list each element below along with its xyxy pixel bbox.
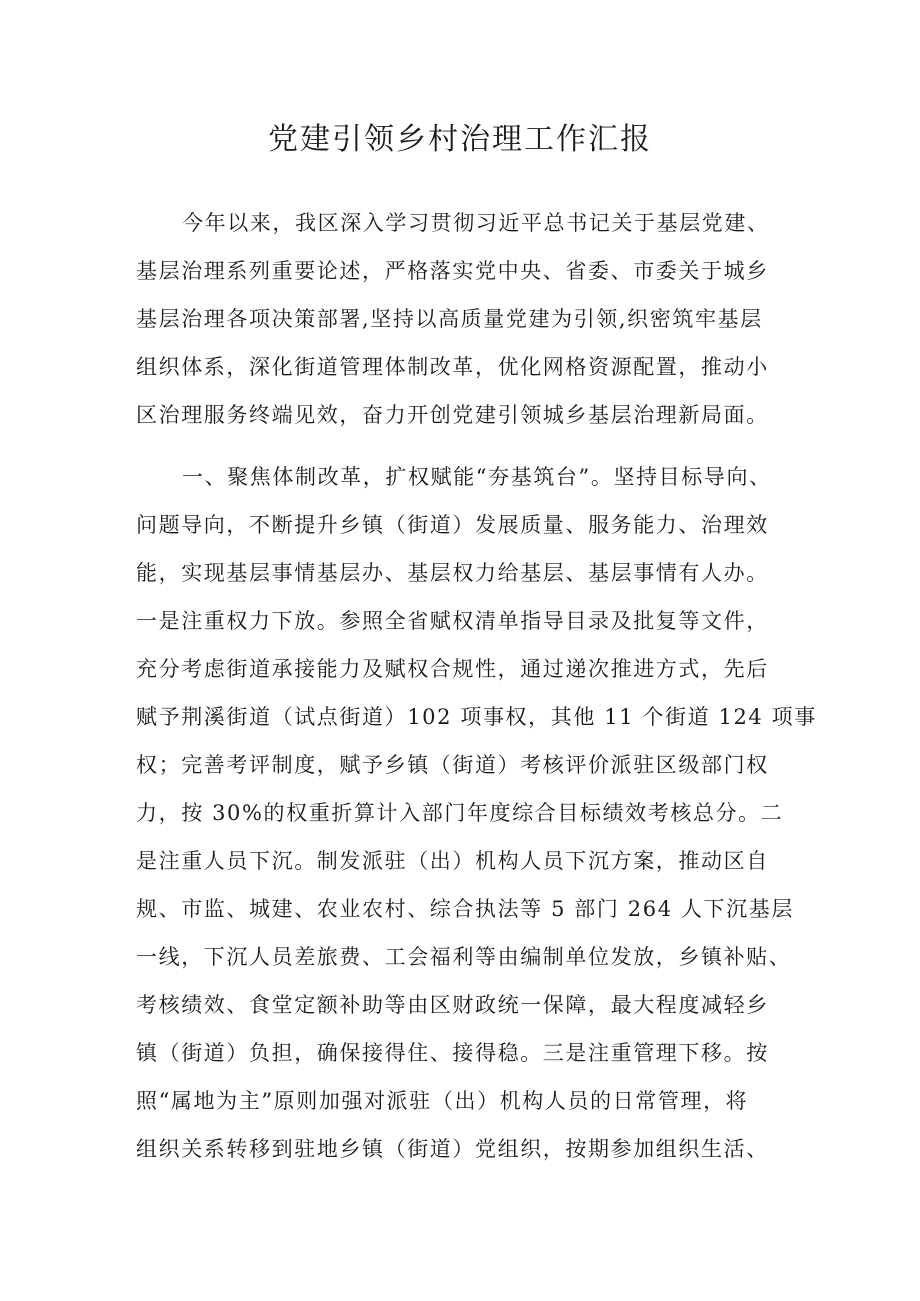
paragraph-line: 是注重人员下沉。制发派驻（出）机构人员下沉方案，推动区自	[136, 849, 769, 873]
paragraph-line: 能，实现基层事情基层办、基层权力给基层、基层事情有人办。	[136, 561, 769, 585]
paragraph-line: 组织关系转移到驻地乡镇（街道）党组织，按期参加组织生活、	[136, 1137, 769, 1161]
paragraph-line: 一是注重权力下放。参照全省赋权清单指导目录及批复等文件，	[136, 609, 769, 633]
paragraph-line: 一线，下沉人员差旅费、工会福利等由编制单位发放，乡镇补贴、	[136, 945, 792, 969]
paragraph-line: 镇（街道）负担，确保接得住、接得稳。三是注重管理下移。按	[136, 1041, 769, 1065]
paragraph-line: 基层治理各项决策部署,坚持以高质量党建为引领,织密筑牢基层	[136, 307, 763, 331]
paragraph-line: 组织体系，深化街道管理体制改革，优化网格资源配置，推动小	[136, 355, 769, 379]
paragraph-line: 问题导向，不断提升乡镇（街道）发展质量、服务能力、治理效	[136, 513, 769, 537]
paragraph-line: 一、聚焦体制改革，扩权赋能“夯基筑台”。坚持目标导向、	[182, 465, 772, 489]
paragraph-line: 赋予荆溪街道（试点街道）102 项事权，其他 11 个街道 124 项事	[136, 705, 817, 729]
paragraph-line: 基层治理系列重要论述，严格落实党中央、省委、市委关于城乡	[136, 259, 769, 283]
paragraph-line: 区治理服务终端见效，奋力开创党建引领城乡基层治理新局面。	[136, 403, 769, 427]
paragraph-line: 规、市监、城建、农业农村、综合执法等 5 部门 264 人下沉基层	[136, 897, 794, 921]
paragraph-line: 照“属地为主”原则加强对派驻（出）机构人员的日常管理，将	[136, 1089, 749, 1113]
paragraph-line: 今年以来，我区深入学习贯彻习近平总书记关于基层党建、	[182, 211, 770, 235]
paragraph-line: 权；完善考评制度，赋予乡镇（街道）考核评价派驻区级部门权	[136, 753, 769, 777]
page-title: 党建引领乡村治理工作汇报	[268, 122, 652, 157]
paragraph-line: 考核绩效、食堂定额补助等由区财政统一保障，最大程度减轻乡	[136, 993, 769, 1017]
paragraph-line: 力，按 30%的权重折算计入部门年度综合目标绩效考核总分。二	[136, 801, 784, 825]
paragraph-line: 充分考虑街道承接能力及赋权合规性，通过递次推进方式，先后	[136, 657, 769, 681]
